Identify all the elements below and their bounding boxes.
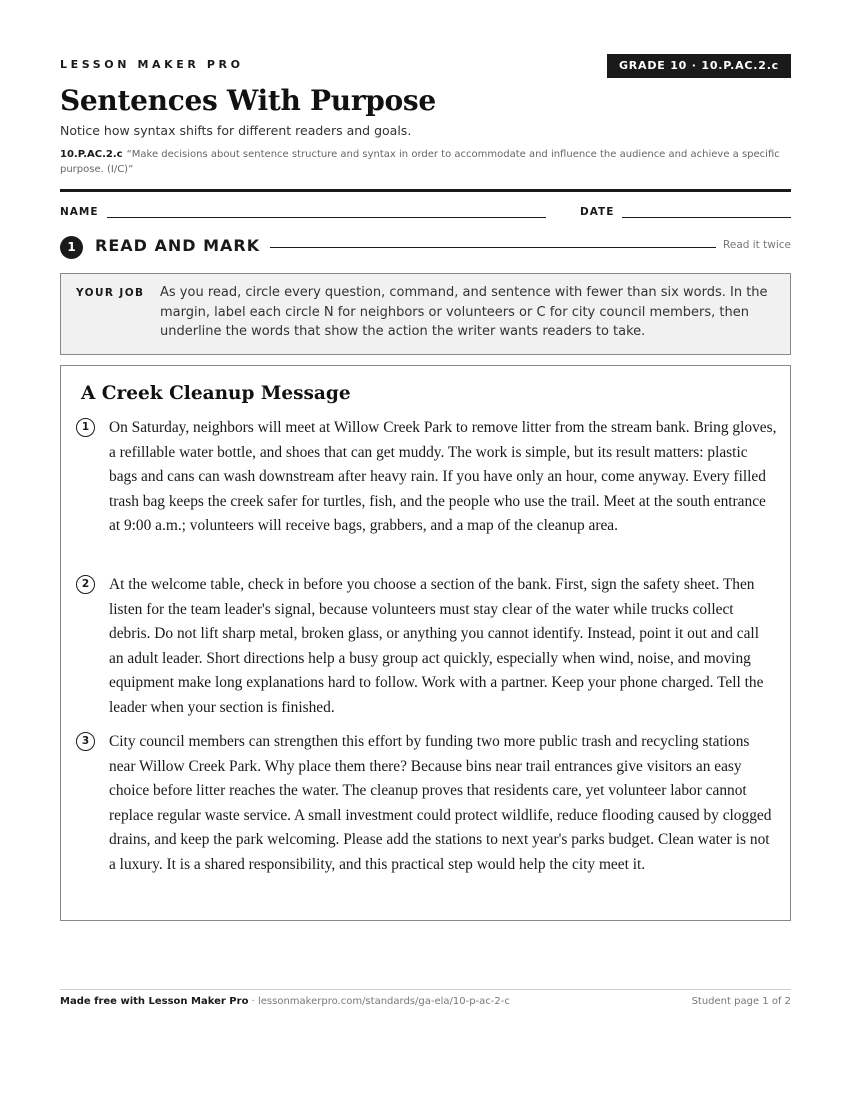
paragraph-number: 3	[76, 732, 95, 751]
grade-badge: GRADE 10 · 10.P.AC.2.c	[607, 54, 791, 78]
header-divider	[60, 189, 791, 192]
page-subtitle: Notice how syntax shifts for different readers and goals.	[60, 123, 412, 138]
top-bar	[60, 54, 791, 78]
footer-made-with: Made free with Lesson Maker Pro	[60, 996, 249, 1007]
instructions-text: As you read, circle every question, command, and sentence with fewer than six words. In the margin, label each circle N for neighbors or volunteers or C for city council members, then underline the words that show the action the writer wants readers to take.	[160, 285, 768, 339]
name-date-row	[60, 206, 791, 222]
section-note: Read it twice	[723, 239, 791, 251]
page-title: Sentences With Purpose	[60, 84, 436, 117]
paragraph-number: 2	[76, 575, 95, 594]
date-field-line[interactable]	[622, 217, 791, 218]
instructions-label: YOUR JOB	[76, 287, 145, 299]
section-title: READ AND MARK	[95, 236, 261, 255]
date-label: DATE	[580, 206, 615, 218]
passage-title: A Creek Cleanup Message	[81, 383, 351, 404]
paragraph-text[interactable]: At the welcome table, check in before you choose a section of the bank. First, sign the safety sheet. Then listen for the team leader's signal, because volunteers must stay clear of the water while trucks collect debris. Do not lift sharp metal, broken glass, or anything you cannot identify. Instead, point it out and call an adult leader. Short directions help a busy group act quickly, especially when wind, noise, and moving equipment make long explanations hard to follow. Work with a partner. Keep your phone charged. Tell the leader when your section is finished.	[109, 576, 764, 716]
footer-page-number: Student page 1 of 2	[691, 996, 791, 1007]
standard-text: “Make decisions about sentence structure and syntax in order to accommodate and influence the audience and achieve a specific purpose. (I/C)”	[60, 149, 780, 175]
section-number: 1	[60, 236, 83, 259]
footer-credit	[60, 996, 510, 1007]
paragraph-text[interactable]: City council members can strengthen this effort by funding two more public trash and recycling stations near Willow Creek Park. Why place them there? Because bins near trail entrances give visitors an easy choice before litter reaches the water. The cleanup proves that residents care, yet volunteer labor cannot replace regular waste service. A small investment could protect wildlife, reduce flooding caused by clogged drains, and keep the park welcoming. Please add the stations to next year's parks budget. Clean water is not a luxury. It is a shared responsibility, and this practical step would help the city meet it.	[109, 733, 772, 873]
instructions-box	[60, 273, 791, 355]
section-header	[60, 235, 791, 259]
footer-divider	[60, 989, 791, 990]
paragraph-number: 1	[76, 418, 95, 437]
name-label: NAME	[60, 206, 99, 218]
reading-passage	[60, 365, 791, 921]
standard-code: 10.P.AC.2.c	[60, 149, 123, 160]
paragraph-text[interactable]: On Saturday, neighbors will meet at Willow Creek Park to remove litter from the stream bank. Bring gloves, a refillable water bottle, and shoes that can get muddy. The work is simple, but its result matters: plastic bags and cans can wash downstream after heavy rain. If you have only an hour, come anyway. Every filled trash bag keeps the creek safer for turtles, fish, and the people who use the trail. Meet at the south entrance at 9:00 a.m.; volunteers will receive bags, grabbers, and a map of the cleanup area.	[109, 419, 777, 534]
standard-description	[60, 147, 791, 177]
brand-name: LESSON MAKER PRO	[60, 58, 244, 71]
section-rule	[270, 247, 716, 248]
worksheet-page	[60, 0, 791, 1100]
footer-url[interactable]: · lessonmakerpro.com/standards/ga-ela/10-p-ac-2-c	[248, 996, 510, 1007]
name-field-line[interactable]	[107, 217, 546, 218]
